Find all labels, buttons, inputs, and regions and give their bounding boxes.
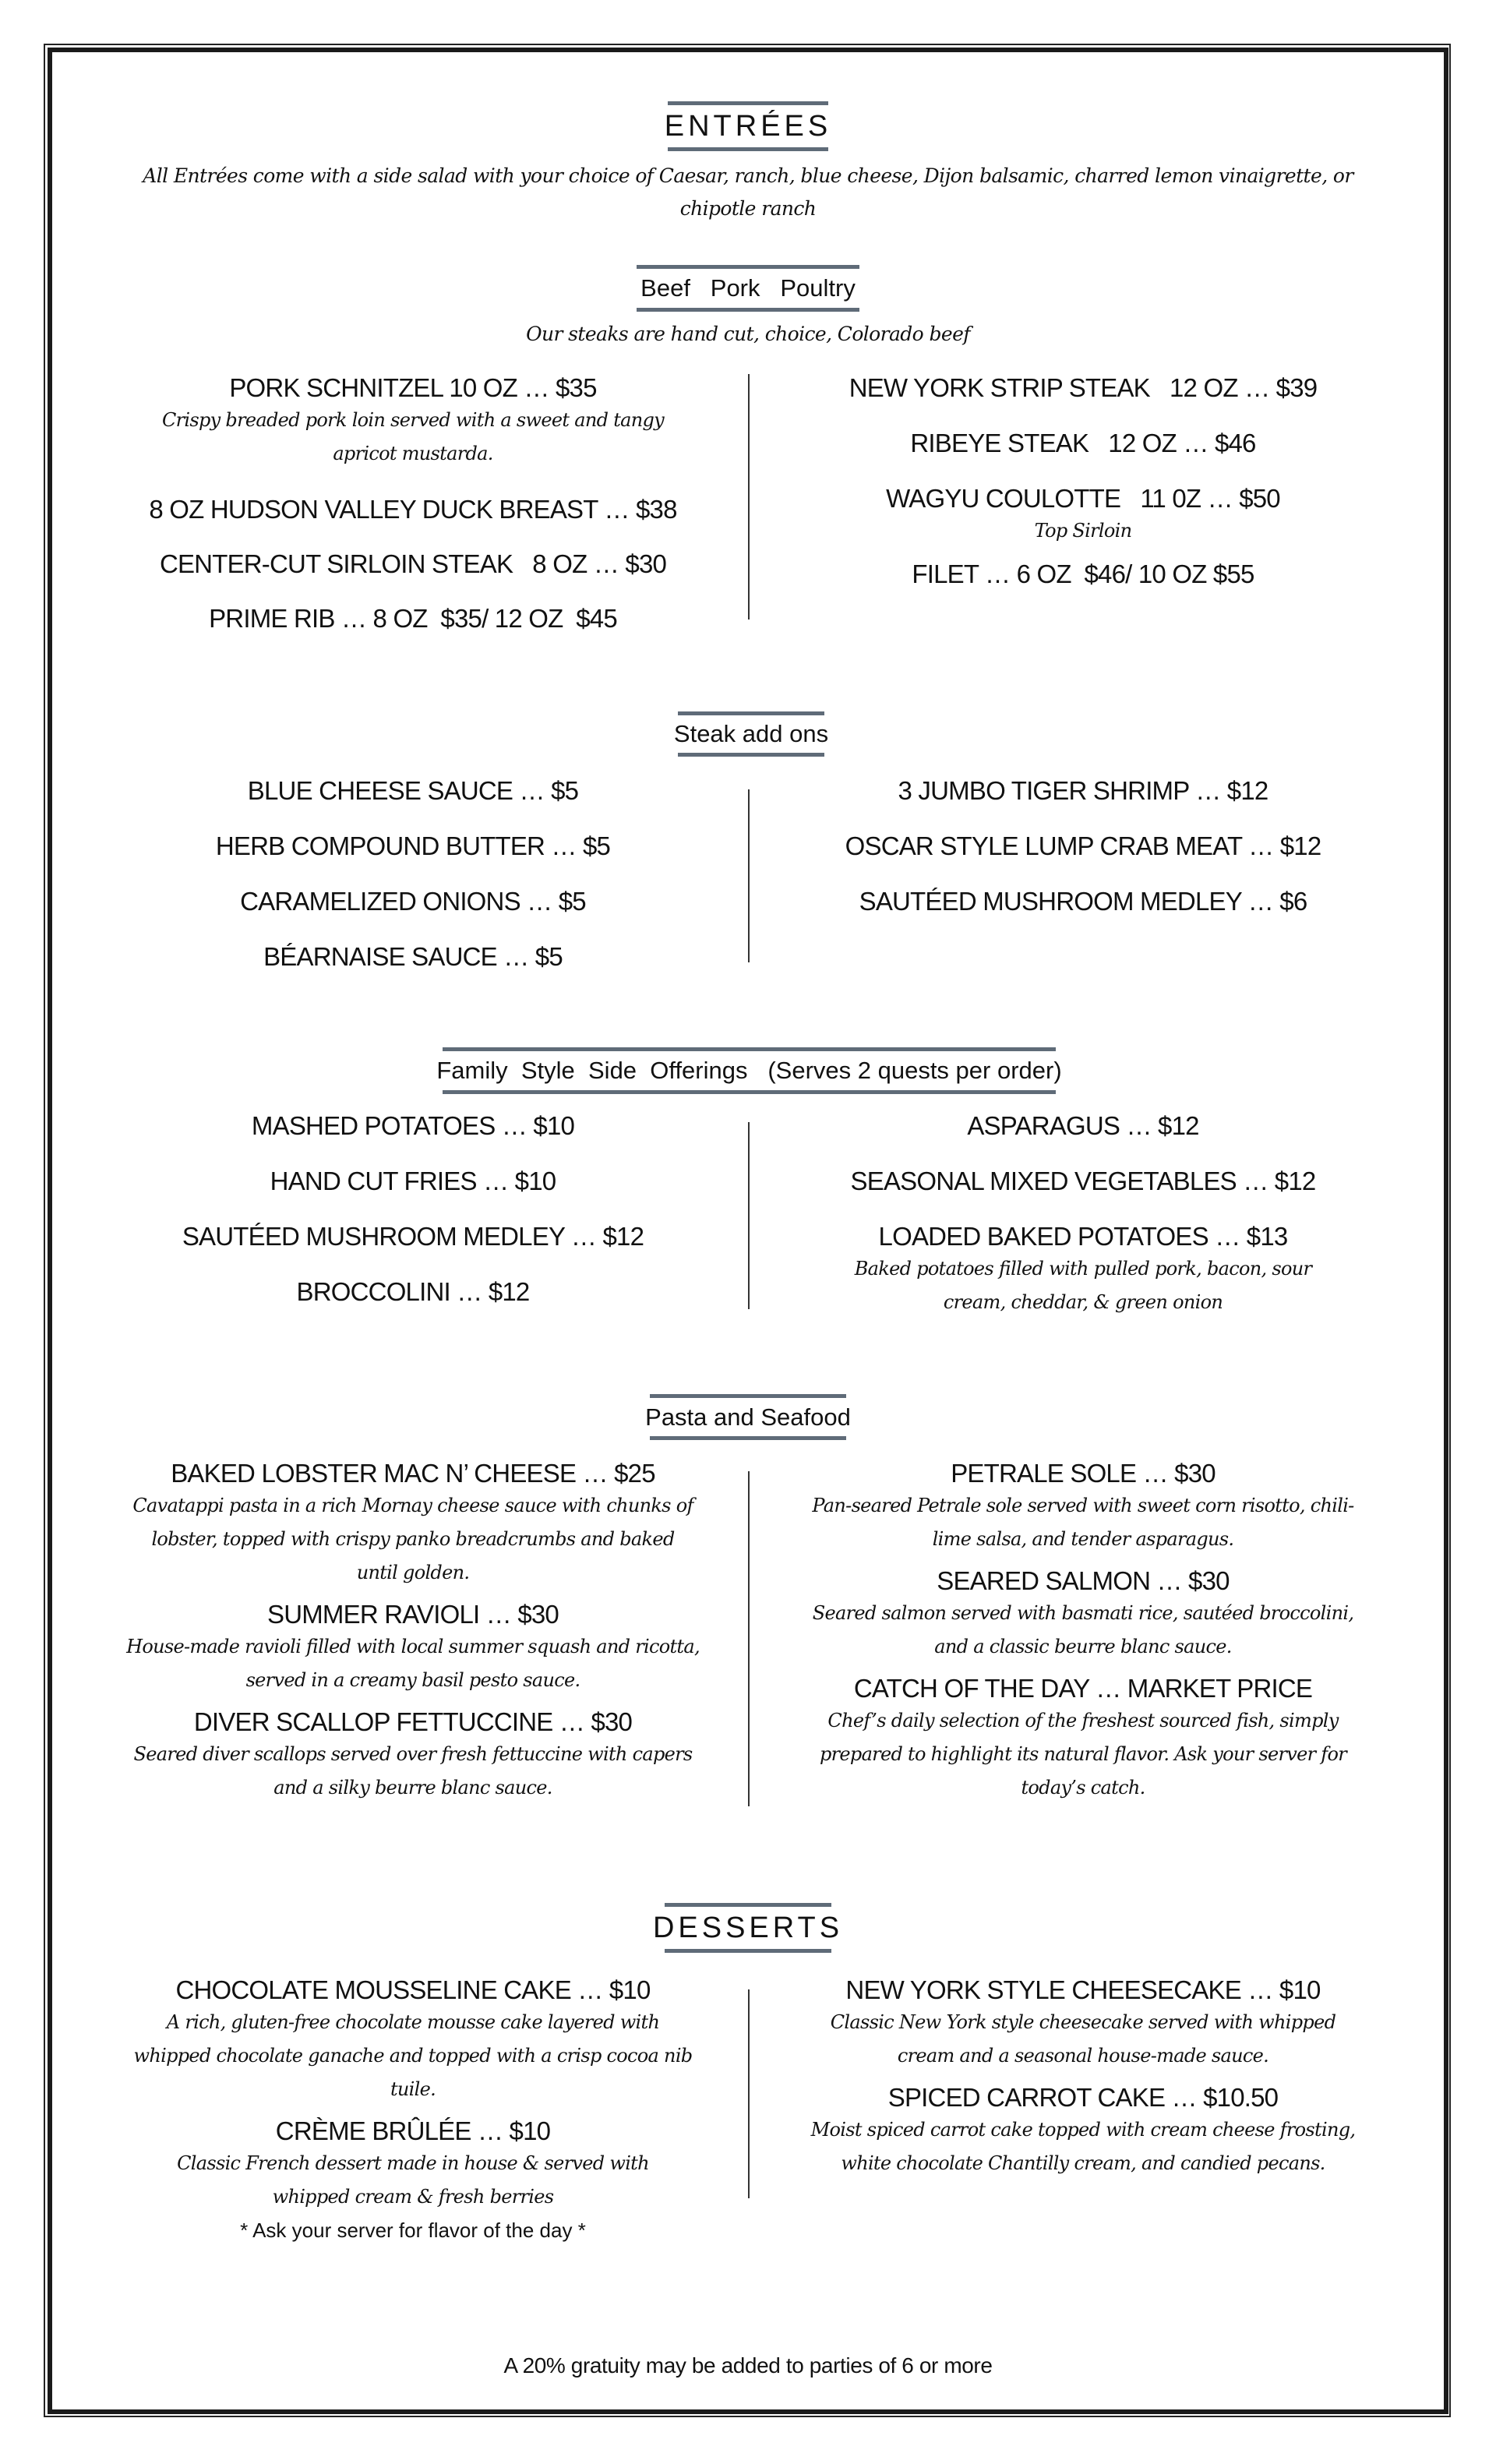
menu-item-description: Crispy breaded pork loin served with a sweet and tangy apricot mustarda.: [161, 409, 665, 464]
desserts-left-column: [125, 1975, 701, 2247]
menu-item-title: BÉARNAISE SAUCE … $5: [263, 942, 563, 971]
menu-item-title: HAND CUT FRIES … $10: [270, 1167, 556, 1195]
pasta-seafood-left-column: [125, 1458, 701, 1805]
menu-item-title: DIVER SCALLOP FETTUCCINE … $30: [193, 1707, 633, 1736]
menu-item-title: RIBEYE STEAK 12 OZ … $46: [910, 429, 1256, 457]
beef-pork-poultry-left-column: [125, 372, 701, 634]
entrees-salad-note: All Entrées come with a side salad with your choice of Caesar, ranch, blue cheese, Dijon balsamic, charred lemon vinaigrette, or chipotle ranch: [143, 164, 1353, 220]
column-divider: [748, 1122, 750, 1309]
menu-item-title: MASHED POTATOES … $10: [251, 1111, 575, 1140]
menu-item-description: Top Sirloin: [1034, 520, 1132, 542]
steaks-note: Our steaks are hand cut, choice, Colorado beef: [526, 323, 970, 345]
menu-item-title: WAGYU COULOTTE 11 0Z … $50: [886, 484, 1280, 513]
column-divider: [748, 1471, 750, 1806]
menu-item-description: Seared diver scallops served over fresh fettuccine with capers and a silky beurre blanc sauce.: [133, 1743, 693, 1799]
menu-item: [795, 1673, 1371, 1805]
menu-item: [795, 2082, 1371, 2180]
menu-item-title: BAKED LOBSTER MAC N’ CHEESE … $25: [171, 1459, 655, 1488]
menu-item-title: SEASONAL MIXED VEGETABLES … $12: [850, 1167, 1316, 1195]
family-sides-left-column: [125, 1110, 701, 1308]
menu-item-description: Classic New York style cheesecake served with whipped cream and a seasonal house-made sauce.: [830, 2011, 1336, 2067]
menu-item-title: CATCH OF THE DAY … MARKET PRICE: [853, 1674, 1313, 1703]
menu-item-title: LOADED BAKED POTATOES … $13: [878, 1222, 1288, 1251]
column-divider: [748, 374, 750, 620]
beef-pork-poultry-right-column: [795, 372, 1371, 590]
menu-item-title: PORK SCHNITZEL 10 OZ … $35: [229, 373, 597, 402]
menu-item-description: House-made ravioli filled with local summer squash and ricotta, served in a creamy basil pesto sauce.: [126, 1636, 700, 1691]
menu-item-title: ASPARAGUS … $12: [967, 1111, 1199, 1140]
menu-item: [795, 559, 1371, 590]
menu-item-title: CHOCOLATE MOUSSELINE CAKE … $10: [175, 1975, 651, 2004]
menu-item: [125, 494, 701, 525]
menu-item-description: Cavatappi pasta in a rich Mornay cheese sauce with chunks of lobster, topped with crispy panko breadcrumbs and baked until golden.: [132, 1495, 693, 1583]
desserts-right-column: [795, 1975, 1371, 2180]
menu-item-title: SPICED CARROT CAKE … $10.50: [887, 2083, 1279, 2112]
menu-item: [125, 549, 701, 580]
menu-item-title: SAUTÉED MUSHROOM MEDLEY … $12: [182, 1222, 644, 1251]
menu-item-title: PRIME RIB … 8 OZ $35/ 12 OZ $45: [209, 604, 617, 633]
steak-add-ons-left-column: [125, 775, 701, 973]
pasta-seafood-right-column: [795, 1458, 1371, 1805]
menu-item: [125, 1458, 701, 1590]
menu-item: [125, 1707, 701, 1805]
column-divider: [748, 1989, 750, 2198]
menu-item: [795, 372, 1371, 404]
menu-item: [125, 1599, 701, 1697]
menu-item: [795, 1566, 1371, 1664]
menu-item-description: Classic French dessert made in house & served with whipped cream & fresh berries: [177, 2152, 649, 2208]
steak-add-ons-heading: Steak add ons: [678, 711, 824, 757]
menu-item-title: NEW YORK STRIP STEAK 12 OZ … $39: [849, 373, 1318, 402]
menu-item-description: Baked potatoes filled with pulled pork, bacon, sour cream, cheddar, & green onion: [854, 1258, 1312, 1313]
menu-item: [795, 1458, 1371, 1556]
column-divider: [748, 789, 750, 962]
pasta-seafood-heading: Pasta and Seafood: [650, 1394, 846, 1440]
menu-item-title: CENTER-CUT SIRLOIN STEAK 8 OZ … $30: [159, 549, 667, 578]
menu-item-title: SAUTÉED MUSHROOM MEDLEY … $6: [859, 887, 1307, 916]
menu-item-description: Pan-seared Petrale sole served with sweet corn risotto, chili-lime salsa, and tender asparagus.: [812, 1495, 1354, 1550]
menu-item-title: 8 OZ HUDSON VALLEY DUCK BREAST … $38: [149, 495, 677, 524]
menu-item-note: * Ask your server for flavor of the day *: [240, 2219, 586, 2242]
menu-item-title: OSCAR STYLE LUMP CRAB MEAT … $12: [845, 831, 1321, 860]
menu-item-description: Chef’s daily selection of the freshest sourced fish, simply prepared to highlight its natural flavor. Ask your server for today’s catch.: [819, 1710, 1347, 1799]
menu-item: [795, 428, 1371, 459]
menu-item-title: 3 JUMBO TIGER SHRIMP … $12: [898, 776, 1268, 805]
menu-item: [125, 603, 701, 634]
gratuity-footer-note: A 20% gratuity may be added to parties of 6 or more: [503, 2353, 993, 2378]
entrees-heading: ENTRÉES: [668, 101, 828, 151]
beef-pork-poultry-heading: Beef Pork Poultry: [637, 265, 859, 312]
steak-add-ons-right-column: [795, 775, 1371, 917]
menu-item-title: FILET … 6 OZ $46/ 10 OZ $55: [912, 560, 1254, 588]
menu-item: [125, 372, 701, 471]
menu-item-title: BROCCOLINI … $12: [296, 1277, 530, 1306]
desserts-heading: DESSERTS: [665, 1903, 831, 1953]
menu-item-title: NEW YORK STYLE CHEESECAKE … $10: [845, 1975, 1321, 2004]
menu-item-title: BLUE CHEESE SAUCE … $5: [247, 776, 579, 805]
menu-item: [125, 1975, 701, 2106]
menu-item-description: Seared salmon served with basmati rice, sautéed broccolini, and a classic beurre blanc sauce.: [812, 1602, 1354, 1657]
menu-item: [795, 483, 1371, 548]
menu-item: [795, 1975, 1371, 2073]
menu-item-title: HERB COMPOUND BUTTER … $5: [215, 831, 611, 860]
menu-item: [125, 2116, 701, 2247]
menu-item-description: Moist spiced carrot cake topped with cream cheese frosting, white chocolate Chantilly cream, and candied pecans.: [810, 2119, 1356, 2174]
menu-item-description: A rich, gluten-free chocolate mousse cake layered with whipped chocolate ganache and topped with a crisp cocoa nib tuile.: [133, 2011, 693, 2100]
menu-item-title: CRÈME BRÛLÉE … $10: [275, 2116, 551, 2145]
menu-item-title: SUMMER RAVIOLI … $30: [267, 1600, 559, 1629]
menu-item-title: PETRALE SOLE … $30: [951, 1459, 1216, 1488]
family-sides-right-column: [795, 1110, 1371, 1319]
menu-item-title: SEARED SALMON … $30: [937, 1566, 1230, 1595]
family-style-sides-heading: Family Style Side Offerings (Serves 2 quests per order): [443, 1047, 1056, 1094]
menu-item-title: CARAMELIZED ONIONS … $5: [240, 887, 586, 916]
